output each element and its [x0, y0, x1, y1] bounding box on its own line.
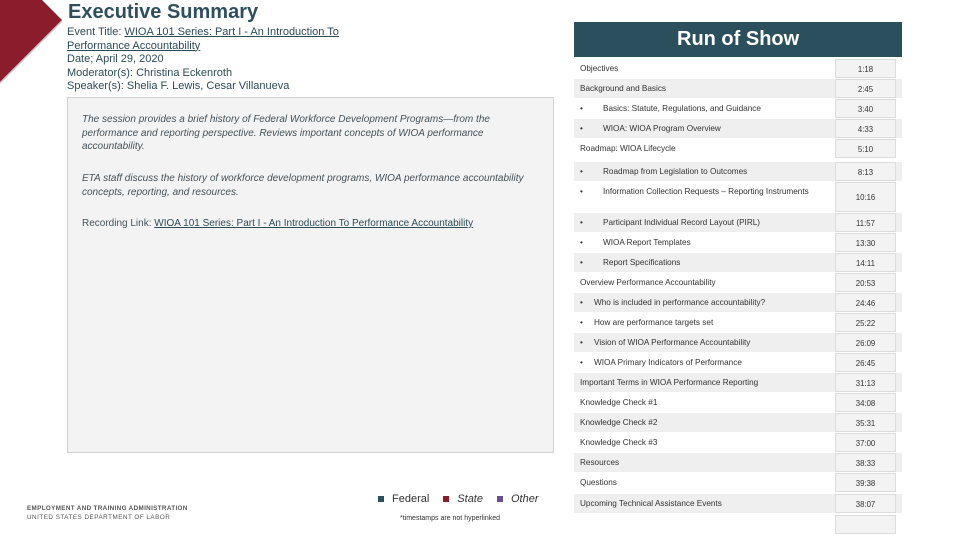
schedule-row-timestamp: 5:10: [835, 139, 896, 158]
schedule-row-timestamp: 3:40: [835, 99, 896, 118]
schedule-row-text: Vision of WIOA Performance Accountability: [594, 338, 751, 347]
schedule-row-text: How are performance targets set: [594, 318, 714, 327]
schedule-row-label: Background and Basics: [580, 84, 667, 93]
schedule-row: [574, 253, 902, 272]
bullet-icon: •: [580, 238, 583, 247]
bullet-icon: •: [580, 104, 583, 113]
timestamp-footnote: *timestamps are not hyperlinked: [400, 515, 500, 522]
summary-box: [67, 97, 554, 453]
event-title-line: [67, 26, 367, 53]
schedule-row-text: WIOA Report Templates: [603, 238, 691, 247]
bullet-icon: •: [580, 167, 583, 176]
schedule-row-text: Roadmap from Legislation to Outcomes: [603, 167, 748, 176]
event-speakers: Speaker(s): Shelia F. Lewis, Cesar Villanueva: [67, 80, 290, 93]
schedule-row-timestamp: 26:45: [835, 353, 896, 372]
schedule-row-text: Basics: Statute, Regulations, and Guidance: [603, 104, 761, 113]
logo-line-1: EMPLOYMENT AND TRAINING ADMINISTRATION: [27, 505, 188, 512]
schedule-row: [574, 213, 902, 232]
schedule-row-timestamp: 20:53: [835, 273, 896, 292]
bullet-icon: •: [580, 318, 583, 327]
schedule-row-timestamp: 1:18: [835, 59, 896, 78]
schedule-row: [574, 293, 902, 312]
recording-prefix: Recording Link:: [82, 218, 155, 229]
schedule-row-label: Knowledge Check #3: [580, 438, 658, 447]
legend: [378, 493, 539, 505]
schedule-row-timestamp: 37:00: [835, 433, 896, 452]
schedule-row: [574, 433, 902, 452]
bullet-icon: •: [580, 124, 583, 133]
schedule-row-timestamp: 26:09: [835, 333, 896, 352]
legend-swatch-federal: [378, 496, 384, 502]
schedule-row-timestamp: 25:22: [835, 313, 896, 332]
schedule-row: [574, 79, 902, 98]
schedule-row-timestamp: 24:46: [835, 293, 896, 312]
bullet-icon: •: [580, 298, 583, 307]
schedule-row: [574, 373, 902, 392]
logo-line-2: UNITED STATES DEPARTMENT OF LABOR: [27, 513, 171, 521]
schedule-row-timestamp: 13:30: [835, 233, 896, 252]
event-details: [67, 26, 367, 94]
schedule-row: [574, 233, 902, 252]
schedule-row-timestamp: 4:33: [835, 119, 896, 138]
schedule-row-text: Report Specifications: [603, 258, 681, 267]
schedule-row-label: Resources: [580, 458, 620, 467]
schedule-row-timestamp: 8:13: [835, 162, 896, 181]
recording-link[interactable]: WIOA 101 Series: Part I - An Introduction To Performance Accountability: [154, 218, 474, 229]
schedule-row-text: Information Collection Requests – Reporting Instruments: [603, 187, 809, 196]
schedule-row-timestamp: 11:57: [835, 213, 896, 232]
run-of-show-table: [574, 59, 902, 534]
schedule-row-label: Knowledge Check #1: [580, 398, 658, 407]
schedule-row-timestamp: 35:31: [835, 413, 896, 432]
schedule-row-timestamp: 38:33: [835, 453, 896, 472]
schedule-row-timestamp: 14:11: [835, 253, 896, 272]
schedule-row-label: Knowledge Check #2: [580, 418, 658, 427]
summary-paragraph-2: ETA staff discuss the history of workforce development programs, WIOA performance accountability concepts, reporting, and resources.: [82, 173, 524, 198]
schedule-row-text: Who is included in performance accountability?: [594, 298, 766, 307]
schedule-row-timestamp: 34:08: [835, 393, 896, 412]
schedule-row: [574, 59, 902, 78]
bullet-icon: •: [580, 218, 583, 227]
schedule-row-timestamp: 39:38: [835, 473, 896, 492]
agency-logo: [27, 505, 188, 522]
schedule-row: [574, 515, 902, 534]
event-moderator: Moderator(s): Christina Eckenroth: [67, 66, 233, 79]
schedule-row-text: WIOA: WIOA Program Overview: [603, 124, 721, 133]
schedule-row-timestamp: 38:07: [835, 494, 896, 513]
corner-accent-graphic: [0, 0, 62, 100]
schedule-row-timestamp: 10:16: [835, 182, 896, 212]
legend-label-federal: Federal: [392, 493, 430, 505]
schedule-row: [574, 353, 902, 372]
schedule-row-label: Important Terms in WIOA Performance Reporting: [580, 378, 759, 387]
event-title-prefix: Event Title:: [67, 26, 125, 38]
schedule-row: [574, 162, 902, 181]
legend-item-state: [443, 493, 483, 505]
schedule-row-label: Roadmap: WIOA Lifecycle: [580, 144, 676, 153]
legend-swatch-state: [443, 496, 449, 502]
legend-swatch-other: [497, 496, 503, 502]
schedule-row: [574, 119, 902, 138]
schedule-row-text: Participant Individual Record Layout (PIRL): [603, 218, 761, 227]
schedule-row: [574, 393, 902, 412]
run-of-show-header: Run of Show: [574, 22, 902, 57]
schedule-row: [574, 313, 902, 332]
event-title-link[interactable]: WIOA 101 Series: Part I - An Introduction To Performance Accountability: [67, 26, 339, 52]
bullet-icon: •: [580, 258, 583, 267]
schedule-row-text: WIOA Primary Indicators of Performance: [594, 358, 742, 367]
schedule-row: [574, 473, 902, 492]
bullet-icon: •: [580, 187, 583, 196]
schedule-row-timestamp: 31:13: [835, 373, 896, 392]
schedule-row-label: Upcoming Technical Assistance Events: [580, 499, 722, 508]
schedule-row: [574, 182, 902, 212]
schedule-row: [574, 273, 902, 292]
schedule-row: [574, 99, 902, 118]
schedule-row: [574, 494, 902, 513]
schedule-row: [574, 413, 902, 432]
schedule-row-label: Overview Performance Accountability: [580, 278, 716, 287]
page-title: Executive Summary: [68, 1, 259, 23]
schedule-row-label: Questions: [580, 478, 617, 487]
schedule-row-timestamp: [835, 515, 896, 534]
bullet-icon: •: [580, 338, 583, 347]
schedule-row: [574, 139, 902, 158]
summary-paragraph-1: The session provides a brief history of Federal Workforce Development Programs—from the performance and reporting perspective. Reviews important concepts of WIOA performance accountability.: [82, 114, 490, 152]
schedule-row: [574, 333, 902, 352]
bullet-icon: •: [580, 358, 583, 367]
event-date: Date; April 29, 2020: [67, 53, 164, 66]
schedule-row-timestamp: 2:45: [835, 79, 896, 98]
legend-label-state: State: [457, 493, 483, 505]
legend-item-other: [497, 493, 539, 505]
recording-line: [82, 217, 537, 231]
legend-item-federal: [378, 493, 429, 505]
legend-label-other: Other: [510, 493, 539, 505]
schedule-row: [574, 453, 902, 472]
schedule-row-label: Objectives: [580, 64, 619, 73]
